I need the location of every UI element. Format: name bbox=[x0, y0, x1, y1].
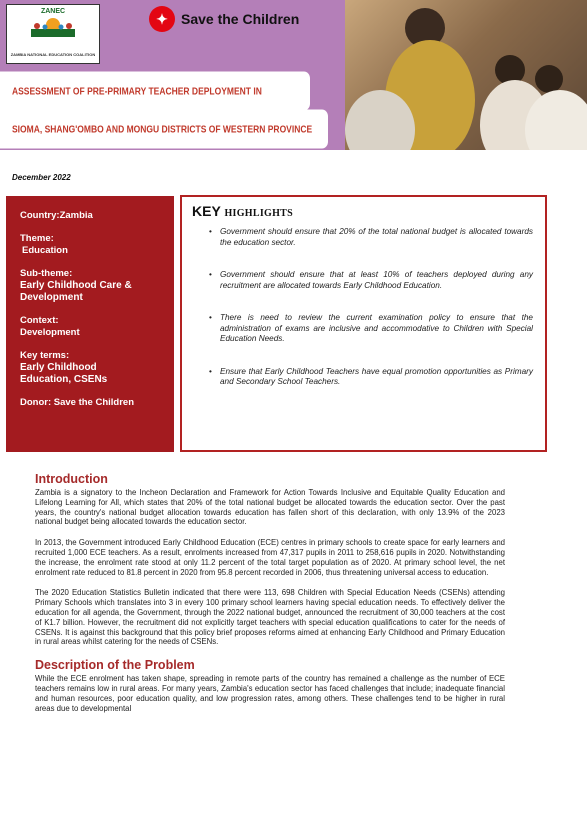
highlight-item: • Government should ensure that 20% of the total national budget is allocated towards the education sector. bbox=[192, 227, 533, 248]
subtheme-value-2: Development bbox=[20, 292, 83, 303]
theme-label: Theme: bbox=[20, 233, 54, 244]
key-terms bbox=[20, 350, 174, 386]
save-the-children-icon: ✦ bbox=[149, 6, 175, 32]
logo-name: ZANEC bbox=[40, 8, 66, 15]
highlight-item: • There is need to review the current examination policy to ensure that the administration of exams are inclusive and accommodative to Children with Special Education Needs. bbox=[192, 313, 533, 345]
introduction-heading: Introduction bbox=[35, 472, 108, 486]
key-highlights-title-key: KEY bbox=[192, 203, 221, 219]
subtheme-value-1: Early Childhood Care & bbox=[20, 280, 132, 291]
intro-paragraph: Zambia is a signatory to the Incheon Declaration and Framework for Action Towards Inclusive and Equitable Quality Education and Lifelong Learning for All, which states that 20% of the total national budget be allocated towards the education sector. Over the past years, the country's national budget allocation towards education has fallen short of this declaration, with only 13.9% of the 2023 national budget being allocated towards the education sector. bbox=[35, 488, 505, 527]
keyterms-label: Key terms: bbox=[20, 350, 70, 361]
key-highlights-title bbox=[192, 203, 533, 219]
keyterms-value-2: Education, CSENs bbox=[20, 374, 108, 385]
donor: Donor: Save the Children bbox=[20, 397, 135, 408]
title-line-2: SIOMA, SHANG'OMBO AND MONGU DISTRICTS OF WESTERN PROVINCE bbox=[0, 109, 328, 148]
photo-figure bbox=[535, 65, 563, 93]
intro-paragraph: In 2013, the Government introduced Early Childhood Education (ECE) centres in primary schools to create space for early learners and recruited 1,000 ECE teachers. As a result, enrolments increased from 47,317 pupils in 2011 to 258,616 pupils in 2020. Notwithstanding the increase, the enrolment rate stood at only 11.2 percent of the total target population as of 2020. At primary school level, the net enrolment rate reduced to 81.8 percent in 2020 from 95.8 percent recorded in 2006, thus threatening universal access to education. bbox=[35, 538, 505, 577]
highlight-item: • Ensure that Early Childhood Teachers have equal promotion opportunities as Primary and Secondary School Teachers. bbox=[192, 367, 533, 388]
context-value: Development bbox=[20, 327, 80, 338]
problem-heading: Description of the Problem bbox=[35, 658, 195, 673]
subtheme-label: Sub-theme: bbox=[20, 268, 73, 279]
partner-name: Save the Children bbox=[181, 11, 300, 27]
context bbox=[20, 315, 174, 339]
header-photo bbox=[345, 0, 587, 150]
key-highlights-title-rest: HIGHLIGHTS bbox=[224, 208, 294, 219]
info-sidebar bbox=[6, 196, 174, 452]
theme bbox=[20, 233, 174, 257]
highlights-list bbox=[192, 227, 533, 388]
problem-paragraph: While the ECE enrolment has taken shape, spreading in remote parts of the country has remained a challenge as the number of ECE teachers remains low in rural areas. For many years, Zambia's education sector has faced challenges that include; inadequate financial and human resources, poor education quality, and low progression rates, among others. These challenges tend to be higher in rural areas due to developmental bbox=[35, 674, 505, 713]
publication-date: December 2022 bbox=[12, 173, 71, 182]
intro-paragraph: The 2020 Education Statistics Bulletin indicated that there were 113, 698 Children with Special Education Needs (CSENs) attending Primary Schools which translates into 3 in every 100 primary school learners having special education needs. To effectively deliver the education for all agenda, the Government, through the 2022 national budget, announced the recruitment of 30,000 teachers at the cost of K1.7 billion. However, the recruitment did not explicitly target teachers with special education qualifications to cater for the needs of CSENs. It is against this background that this policy brief proposes reforms aimed at enhancing Early Childhood and Primary Education in rural areas whilst catering for the needs of CSENs. bbox=[35, 588, 505, 647]
subtheme bbox=[20, 268, 174, 304]
key-highlights-box bbox=[180, 195, 547, 452]
country: Country:Zambia bbox=[20, 210, 93, 221]
context-label: Context: bbox=[20, 315, 59, 326]
highlight-item: • Government should ensure that at least 10% of teachers deployed during any recruitment are allocated towards Early Childhood Education. bbox=[192, 270, 533, 291]
zanec-logo bbox=[6, 4, 100, 64]
main-content bbox=[35, 472, 505, 724]
theme-value: Education bbox=[22, 245, 68, 256]
title-line-1: ASSESSMENT OF PRE-PRIMARY TEACHER DEPLOYMENT IN bbox=[0, 71, 310, 110]
keyterms-value-1: Early Childhood bbox=[20, 362, 97, 373]
logo-emblem-icon bbox=[23, 15, 83, 43]
logo-subtitle: ZAMBIA NATIONAL EDUCATION COALITION bbox=[10, 52, 96, 57]
save-the-children-logo bbox=[149, 6, 299, 32]
